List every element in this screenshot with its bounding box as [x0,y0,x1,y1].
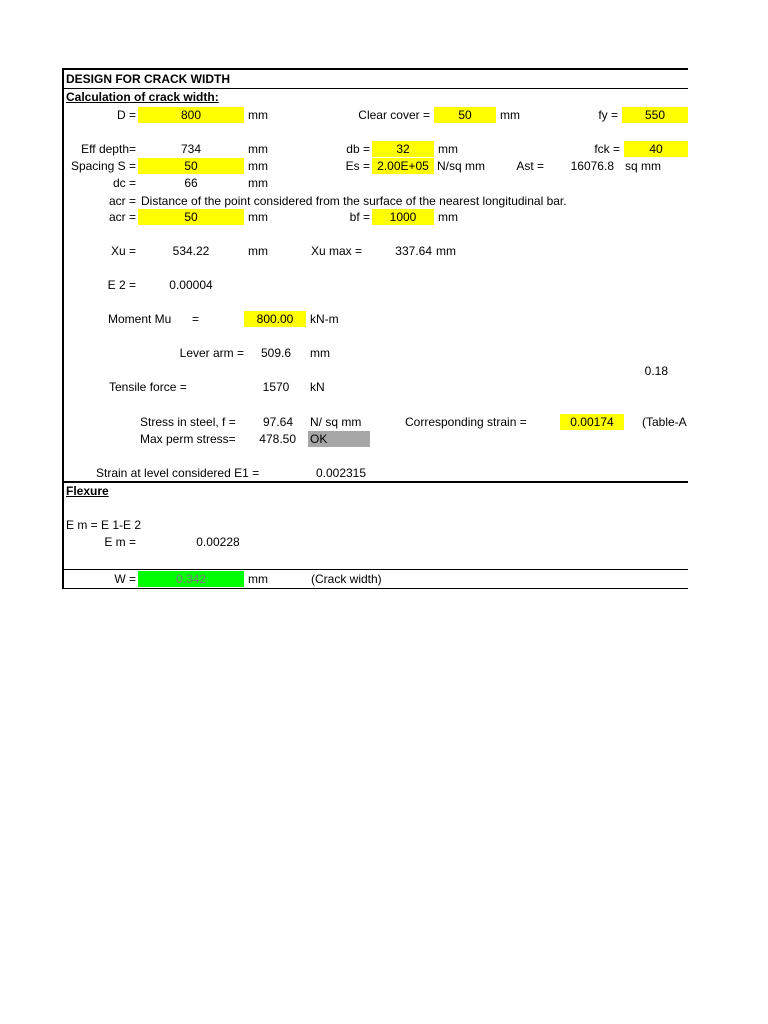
mu-equals: = [192,312,200,326]
stress-value: 97.64 [262,415,293,429]
em-formula: E m = E 1-E 2 [66,518,142,532]
db-label: db = [346,142,370,156]
cover-input[interactable]: 50 [434,107,496,123]
dc-label: dc = [112,176,136,190]
status-badge: OK [308,431,370,447]
d-label: D = [116,108,136,122]
page-title: DESIGN FOR CRACK WIDTH [66,72,230,86]
strain-input[interactable]: 0.00174 [560,414,624,430]
em-label: E m = [104,535,136,549]
dc-unit: mm [248,176,268,190]
e2-label: E 2 = [107,278,136,292]
es-unit: N/sq mm [437,159,485,173]
e2-value: 0.00004 [169,278,213,292]
tensile-unit: kN [310,380,325,394]
side-value: 0.18 [644,364,668,378]
spacing-unit: mm [248,159,268,173]
result-bottom-border [62,588,688,589]
result-top-border [62,569,688,570]
d-unit: mm [248,108,268,122]
xumax-unit: mm [436,244,456,258]
acr-label: acr = [108,210,136,224]
spacing-input[interactable]: 50 [138,158,244,174]
maxperm-label: Max perm stress= [140,432,236,446]
es-input[interactable]: 2.00E+05 [372,158,434,174]
maxperm-value: 478.50 [259,432,296,446]
stress-label: Stress in steel, f = [140,415,236,429]
xu-label: Xu = [110,244,136,258]
dc-value: 66 [184,176,198,190]
ast-unit: sq mm [625,159,661,173]
bf-unit: mm [438,210,458,224]
mu-label: Moment Mu [108,312,172,326]
db-unit: mm [438,142,458,156]
acr-description: Distance of the point considered from the surface of the nearest longitudinal bar. [141,194,567,208]
w-label: W = [114,572,136,586]
fy-label: fy = [598,108,618,122]
spacing-label: Spacing S = [70,159,136,173]
effdepth-value: 734 [180,142,202,156]
lever-value: 509.6 [260,346,292,360]
fy-input[interactable]: 550 [622,107,688,123]
tensile-label: Tensile force = [109,380,187,394]
w-unit: mm [248,572,268,586]
section-subtitle: Calculation of crack width: [66,90,219,104]
flexure-title: Flexure [66,484,109,498]
d-input[interactable]: 800 [138,107,244,123]
crack-width-result: 0.342 [138,571,244,587]
lever-label: Lever arm = [179,346,244,360]
e1-label: Strain at level considered E1 = [96,466,260,480]
cover-unit: mm [500,108,520,122]
strain-label: Corresponding strain = [405,415,527,429]
fck-label: fck = [594,142,620,156]
ast-value: 16076.8 [570,159,614,173]
stress-unit: N/ sq mm [310,415,362,429]
strain-note: (Table-A [642,415,687,429]
xu-unit: mm [248,244,268,258]
lever-unit: mm [310,346,330,360]
top-border [62,68,688,70]
cover-label: Clear cover = [358,108,430,122]
ast-label: Ast = [516,159,544,173]
flexure-top-border [62,481,688,483]
xumax-value: 337.64 [395,244,432,258]
acr-unit: mm [248,210,268,224]
fck-input[interactable]: 40 [624,141,688,157]
effdepth-unit: mm [248,142,268,156]
left-border [62,68,64,589]
e1-value: 0.002315 [315,466,367,480]
es-label: Es = [345,159,370,173]
effdepth-label: Eff depth= [81,142,136,156]
tensile-value: 1570 [262,380,290,394]
xu-value: 534.22 [172,244,210,258]
acr-desc-label: acr = [108,194,136,208]
acr-input[interactable]: 50 [138,209,244,225]
w-note: (Crack width) [311,572,382,586]
bf-input[interactable]: 1000 [372,209,434,225]
bf-label: bf = [349,210,370,224]
em-value: 0.00228 [196,535,240,549]
mu-input[interactable]: 800.00 [244,311,306,327]
xumax-label: Xu max = [311,244,363,258]
mu-unit: kN-m [310,312,339,326]
db-input[interactable]: 32 [372,141,434,157]
